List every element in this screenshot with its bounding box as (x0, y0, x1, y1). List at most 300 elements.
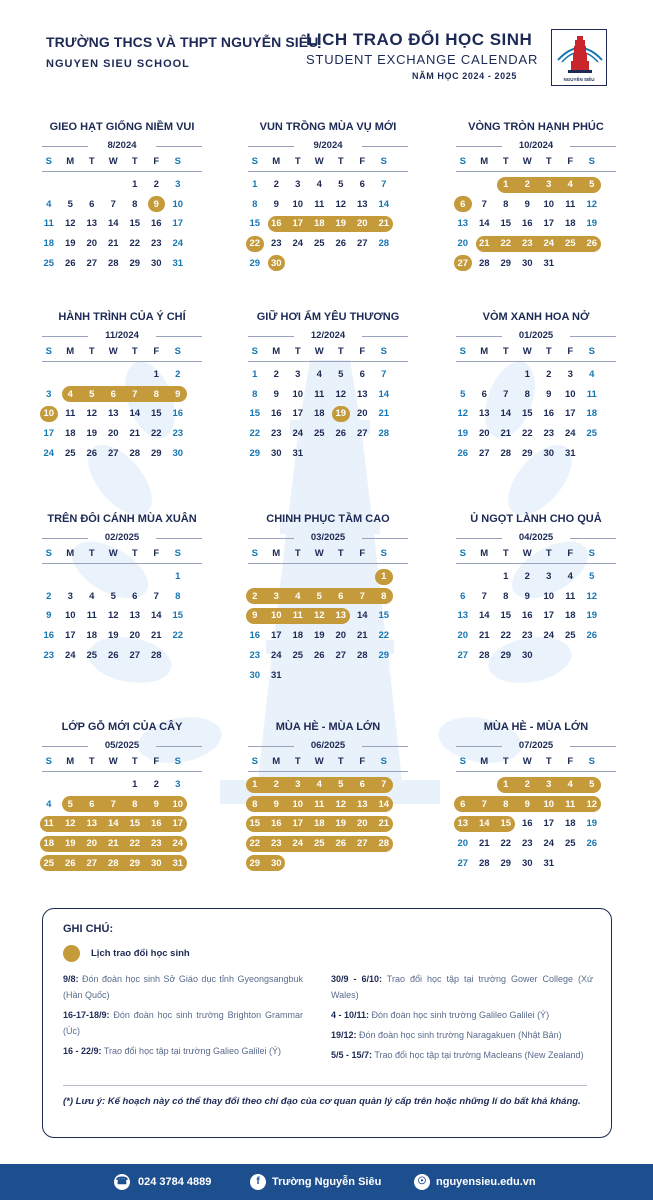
note-item (331, 1047, 593, 1063)
day-cell: 10 (172, 198, 184, 210)
day-cell: 12 (335, 198, 347, 210)
day-cell: 27 (356, 238, 368, 250)
day-cell: 9 (175, 388, 181, 400)
weekday-label: S (459, 346, 466, 357)
day-cell: 31 (172, 257, 184, 269)
day-grid (244, 568, 412, 686)
day-cell: 2 (273, 369, 279, 380)
day-cell: 17 (292, 818, 304, 830)
month-label (452, 330, 620, 342)
note-date: 4 - 10/11: (331, 1010, 370, 1020)
day-cell: 1 (524, 369, 530, 380)
day-cell: 1 (132, 179, 138, 190)
day-cell: 23 (521, 630, 533, 642)
day-cell: 10 (292, 798, 304, 810)
day-cell: 28 (378, 838, 390, 850)
day-cell: 14 (150, 610, 162, 622)
weekday-label: W (522, 756, 532, 767)
day-cell: 8 (503, 590, 509, 602)
day-cell: 2 (153, 779, 159, 790)
weekday-label: M (66, 346, 75, 357)
weekday-label: W (522, 548, 532, 559)
weekday-label: T (294, 156, 301, 167)
month-label-text: 07/2025 (518, 740, 554, 751)
day-cell: 21 (107, 238, 119, 250)
weekday-divider (248, 563, 408, 564)
day-cell: 28 (356, 649, 368, 661)
day-cell: 15 (249, 408, 261, 420)
weekday-label: F (153, 756, 160, 767)
day-cell: 9 (524, 590, 530, 602)
day-cell: 20 (457, 630, 469, 642)
day-cell: 1 (252, 369, 258, 380)
day-cell: 14 (129, 408, 141, 420)
month-label (452, 532, 620, 544)
school-year: NĂM HỌC 2024 - 2025 (412, 71, 517, 81)
day-cell: 4 (316, 369, 322, 380)
day-cell: 27 (457, 257, 469, 269)
day-cell: 13 (356, 198, 368, 210)
school-logo (551, 29, 607, 86)
day-cell: 20 (129, 630, 141, 642)
weekday-header (452, 755, 620, 769)
day-cell: 8 (503, 798, 509, 810)
month-theme: TRÊN ĐÔI CÁNH MÙA XUÂN (47, 513, 197, 525)
day-cell: 7 (481, 798, 487, 810)
day-cell: 6 (89, 798, 95, 810)
day-cell: 4 (316, 179, 322, 190)
day-cell: 17 (543, 218, 555, 230)
day-cell: 24 (292, 838, 304, 850)
day-grid (452, 366, 620, 465)
day-cell: 9 (546, 388, 552, 400)
day-cell: 15 (249, 218, 261, 230)
day-cell: 4 (567, 571, 573, 582)
day-cell: 7 (132, 388, 138, 400)
day-cell: 3 (567, 369, 573, 380)
day-cell: 11 (314, 388, 325, 400)
day-cell: 27 (86, 257, 98, 269)
weekday-label: W (314, 548, 324, 559)
footer-phone[interactable]: 024 3784 4889 (138, 1176, 212, 1188)
day-cell: 10 (43, 408, 55, 420)
day-cell: 14 (356, 610, 368, 622)
weekday-label: S (380, 156, 387, 167)
day-cell: 30 (150, 857, 162, 869)
weekday-header (452, 155, 620, 169)
day-cell: 23 (521, 238, 533, 250)
day-cell: 4 (589, 369, 595, 380)
weekday-label: S (588, 156, 595, 167)
weekday-label: T (545, 548, 552, 559)
day-cell: 20 (478, 428, 490, 440)
day-cell: 10 (270, 610, 282, 622)
weekday-label: F (153, 346, 160, 357)
day-cell: 25 (313, 238, 325, 250)
day-cell: 21 (478, 238, 490, 250)
day-cell: 17 (292, 218, 304, 230)
day-cell: 5 (67, 198, 73, 210)
day-cell: 16 (150, 218, 162, 230)
day-cell: 19 (107, 630, 119, 642)
day-cell: 17 (172, 218, 184, 230)
month-theme: MÙA HÈ - MÙA LỚN (483, 721, 589, 733)
day-cell: 11 (586, 388, 597, 400)
note-text: Trao đổi học tập tại trường Macleans (New Zealand) (374, 1050, 584, 1060)
day-cell: 9 (153, 798, 159, 810)
day-cell: 22 (129, 838, 141, 850)
note-item (331, 1027, 593, 1043)
day-cell: 15 (129, 218, 141, 230)
weekday-label: W (314, 156, 324, 167)
day-cell: 20 (335, 630, 347, 642)
day-cell: 30 (543, 447, 555, 459)
school-name-en: NGUYEN SIEU SCHOOL (46, 58, 190, 70)
weekday-label: S (380, 346, 387, 357)
day-cell: 21 (129, 428, 141, 440)
day-cell: 20 (86, 838, 98, 850)
day-cell: 18 (564, 610, 576, 622)
weekday-label: F (567, 756, 574, 767)
month-theme: GIEO HẠT GIỐNG NIỀM VUI (49, 121, 195, 133)
day-cell: 15 (378, 610, 390, 622)
day-cell: 16 (270, 408, 282, 420)
day-cell: 24 (64, 649, 76, 661)
day-cell: 21 (107, 838, 119, 850)
day-cell: 27 (335, 649, 347, 661)
day-cell: 8 (252, 388, 258, 400)
day-cell: 25 (564, 838, 576, 850)
day-cell: 7 (381, 179, 387, 190)
weekday-label: S (174, 346, 181, 357)
note-text: Đón đoàn học sinh trường Galileo Galilei (Ý) (371, 1010, 550, 1020)
day-cell: 13 (356, 798, 368, 810)
day-cell: 20 (356, 408, 368, 420)
day-cell: 17 (43, 428, 55, 440)
day-cell: 29 (249, 257, 261, 269)
day-cell: 24 (292, 428, 304, 440)
weekday-label: M (480, 548, 489, 559)
day-cell: 18 (564, 218, 576, 230)
day-cell: 11 (565, 590, 576, 602)
weekday-label: T (294, 346, 301, 357)
weekday-label: S (588, 548, 595, 559)
day-cell: 6 (89, 198, 95, 210)
day-cell: 18 (64, 428, 76, 440)
day-cell: 4 (316, 779, 322, 790)
day-cell: 8 (524, 388, 530, 400)
day-grid (244, 176, 412, 275)
weekday-header (38, 345, 206, 359)
day-cell: 1 (252, 179, 258, 190)
day-cell: 10 (543, 798, 555, 810)
weekday-label: M (272, 156, 281, 167)
month-calendar (244, 120, 412, 275)
day-cell: 25 (64, 447, 76, 459)
day-cell: 21 (478, 838, 490, 850)
day-cell: 19 (313, 630, 325, 642)
day-cell: 26 (586, 238, 598, 250)
day-cell: 12 (586, 798, 598, 810)
day-cell: 20 (457, 238, 469, 250)
weekday-label: F (153, 548, 160, 559)
day-cell: 13 (478, 408, 490, 420)
day-cell: 24 (172, 838, 184, 850)
day-grid (244, 366, 412, 465)
weekday-divider (42, 361, 202, 362)
weekday-label: F (153, 156, 160, 167)
day-cell: 8 (175, 590, 181, 602)
day-cell: 28 (378, 238, 390, 250)
footer-facebook[interactable]: Trường Nguyễn Siêu (272, 1176, 382, 1188)
day-cell: 5 (460, 388, 466, 400)
day-cell: 1 (175, 571, 181, 582)
day-cell: 29 (249, 447, 261, 459)
day-cell: 4 (295, 590, 301, 602)
day-cell: 29 (500, 257, 512, 269)
day-cell: 13 (335, 610, 347, 622)
day-cell: 10 (64, 610, 76, 622)
note-text: Đón đoàn học sinh Sở Giáo dục tỉnh Gyeongsangbuk (Hàn Quốc) (63, 974, 303, 1000)
day-cell: 26 (64, 857, 76, 869)
day-cell: 29 (129, 857, 141, 869)
day-cell: 14 (378, 198, 390, 210)
day-cell: 27 (107, 447, 119, 459)
month-label (38, 740, 206, 752)
day-cell: 16 (543, 408, 555, 420)
day-cell: 25 (292, 649, 304, 661)
day-cell: 13 (86, 818, 98, 830)
weekday-label: S (45, 548, 52, 559)
day-cell: 12 (86, 408, 98, 420)
day-cell: 19 (335, 818, 347, 830)
notes-right-column (331, 971, 593, 1067)
day-cell: 11 (86, 610, 97, 622)
weekday-label: W (108, 548, 118, 559)
day-cell: 10 (292, 388, 304, 400)
day-cell: 5 (589, 571, 595, 582)
month-label (452, 740, 620, 752)
day-cell: 15 (500, 818, 512, 830)
day-cell: 23 (270, 428, 282, 440)
day-cell: 23 (521, 838, 533, 850)
month-label (244, 330, 412, 342)
day-cell: 26 (86, 447, 98, 459)
disclaimer: (*) Lưu ý: Kế hoạch này có thể thay đổi theo chỉ đạo của cơ quan quản lý cấp trên hoặc những lí do bất khả kháng. (63, 1096, 581, 1107)
day-cell: 24 (543, 238, 555, 250)
month-calendar (38, 720, 206, 875)
day-cell: 18 (313, 818, 325, 830)
day-cell: 25 (86, 649, 98, 661)
day-cell: 3 (546, 779, 552, 790)
weekday-label: T (337, 548, 344, 559)
month-calendar (452, 512, 620, 667)
day-cell: 13 (457, 818, 469, 830)
month-theme: HÀNH TRÌNH CỦA Ý CHÍ (58, 311, 186, 323)
weekday-label: T (545, 756, 552, 767)
day-cell: 12 (64, 218, 76, 230)
month-label (244, 140, 412, 152)
day-cell: 6 (460, 798, 466, 810)
weekday-label: T (131, 346, 138, 357)
weekday-label: W (108, 156, 118, 167)
day-cell: 4 (567, 779, 573, 790)
weekday-label: M (66, 548, 75, 559)
day-cell: 18 (292, 630, 304, 642)
note-date: 19/12: (331, 1030, 357, 1040)
day-cell: 1 (252, 779, 258, 790)
day-cell: 7 (110, 198, 116, 210)
day-cell: 24 (43, 447, 55, 459)
day-cell: 20 (356, 218, 368, 230)
day-cell: 12 (335, 798, 347, 810)
weekday-divider (42, 771, 202, 772)
weekday-label: T (337, 156, 344, 167)
note-date: 5/5 - 15/7: (331, 1050, 373, 1060)
day-cell: 17 (64, 630, 76, 642)
month-label-text: 03/2025 (310, 532, 346, 543)
day-cell: 16 (172, 408, 184, 420)
weekday-label: W (522, 346, 532, 357)
weekday-label: F (359, 346, 366, 357)
day-grid (452, 776, 620, 875)
logo-caption: NGUYỄN SIÊU (563, 77, 595, 82)
page-title-vi: LỊCH TRAO ĐỔI HỌC SINH (306, 30, 533, 49)
weekday-label: F (567, 548, 574, 559)
weekday-label: F (359, 548, 366, 559)
day-grid (38, 568, 206, 667)
day-cell: 15 (172, 610, 184, 622)
weekday-label: T (294, 756, 301, 767)
day-cell: 21 (500, 428, 512, 440)
day-cell: 2 (273, 779, 279, 790)
day-cell: 1 (132, 779, 138, 790)
month-calendar (244, 720, 412, 875)
day-cell: 31 (543, 857, 555, 869)
month-label-text: 10/2024 (518, 140, 554, 151)
weekday-label: T (131, 756, 138, 767)
day-cell: 27 (457, 857, 469, 869)
day-cell: 3 (46, 388, 52, 400)
day-cell: 22 (521, 428, 533, 440)
day-cell: 16 (270, 818, 282, 830)
day-cell: 11 (292, 610, 303, 622)
day-cell: 22 (378, 630, 390, 642)
day-cell: 11 (565, 798, 576, 810)
day-cell: 5 (589, 179, 595, 190)
weekday-label: M (480, 156, 489, 167)
day-cell: 30 (270, 447, 282, 459)
day-cell: 28 (129, 447, 141, 459)
note-text: Đón đoàn học sinh trường Naragakuen (Nhật Bản) (359, 1030, 562, 1040)
day-cell: 28 (500, 447, 512, 459)
day-cell: 9 (524, 198, 530, 210)
day-cell: 10 (543, 198, 555, 210)
day-cell: 30 (172, 447, 184, 459)
day-cell: 29 (378, 649, 390, 661)
weekday-label: T (131, 548, 138, 559)
weekday-label: S (45, 756, 52, 767)
day-cell: 14 (107, 818, 119, 830)
day-cell: 3 (295, 369, 301, 380)
day-grid (38, 176, 206, 275)
note-text: Đón đoàn học sinh trường Brighton Grammar (Úc) (63, 1010, 303, 1036)
month-calendar (244, 512, 412, 686)
month-theme: VÒM XANH HOA NỞ (482, 311, 590, 323)
month-label-text: 8/2024 (107, 140, 137, 151)
day-cell: 22 (500, 238, 512, 250)
day-cell: 30 (521, 649, 533, 661)
weekday-label: T (88, 156, 95, 167)
weekday-divider (42, 171, 202, 172)
month-label-text: 06/2025 (310, 740, 346, 751)
day-cell: 29 (249, 857, 261, 869)
weekday-label: S (174, 156, 181, 167)
day-cell: 26 (64, 257, 76, 269)
day-cell: 14 (478, 818, 490, 830)
day-cell: 19 (586, 818, 598, 830)
day-cell: 13 (129, 610, 141, 622)
weekday-label: M (480, 756, 489, 767)
day-cell: 16 (521, 818, 533, 830)
day-cell: 26 (335, 838, 347, 850)
day-cell: 8 (252, 198, 258, 210)
month-theme: VÒNG TRÒN HẠNH PHÚC (468, 121, 604, 133)
day-cell: 16 (150, 818, 162, 830)
day-cell: 19 (586, 218, 598, 230)
day-cell: 24 (564, 428, 576, 440)
weekday-divider (248, 171, 408, 172)
day-cell: 30 (150, 257, 162, 269)
note-date: 16-17-18/9: (63, 1010, 110, 1020)
weekday-label: S (380, 756, 387, 767)
day-cell: 7 (481, 198, 487, 210)
day-cell: 19 (64, 238, 76, 250)
day-cell: 3 (67, 590, 73, 602)
note-date: 30/9 - 6/10: (331, 974, 383, 984)
month-theme: VUN TRỒNG MÙA VỤ MỚI (259, 121, 397, 133)
day-cell: 17 (172, 818, 184, 830)
weekday-label: T (294, 548, 301, 559)
day-cell: 17 (543, 818, 555, 830)
day-cell: 29 (129, 257, 141, 269)
day-cell: 3 (175, 179, 181, 190)
day-cell: 21 (150, 630, 162, 642)
note-item (63, 1043, 303, 1059)
day-cell: 28 (478, 257, 490, 269)
weekday-label: T (502, 756, 509, 767)
day-cell: 23 (543, 428, 555, 440)
day-cell: 18 (86, 630, 98, 642)
day-cell: 25 (564, 238, 576, 250)
day-cell: 4 (567, 179, 573, 190)
day-cell: 15 (500, 610, 512, 622)
footer-website[interactable]: nguyensieu.edu.vn (436, 1176, 536, 1188)
day-cell: 5 (338, 369, 344, 380)
day-cell: 6 (460, 590, 466, 602)
day-cell: 10 (543, 590, 555, 602)
day-cell: 8 (252, 798, 258, 810)
weekday-label: T (502, 156, 509, 167)
day-cell: 15 (129, 818, 141, 830)
day-cell: 4 (67, 388, 73, 400)
day-cell: 2 (524, 179, 530, 190)
day-cell: 7 (381, 369, 387, 380)
day-cell: 22 (249, 428, 261, 440)
weekday-label: W (108, 756, 118, 767)
day-cell: 9 (524, 798, 530, 810)
day-cell: 5 (89, 388, 95, 400)
